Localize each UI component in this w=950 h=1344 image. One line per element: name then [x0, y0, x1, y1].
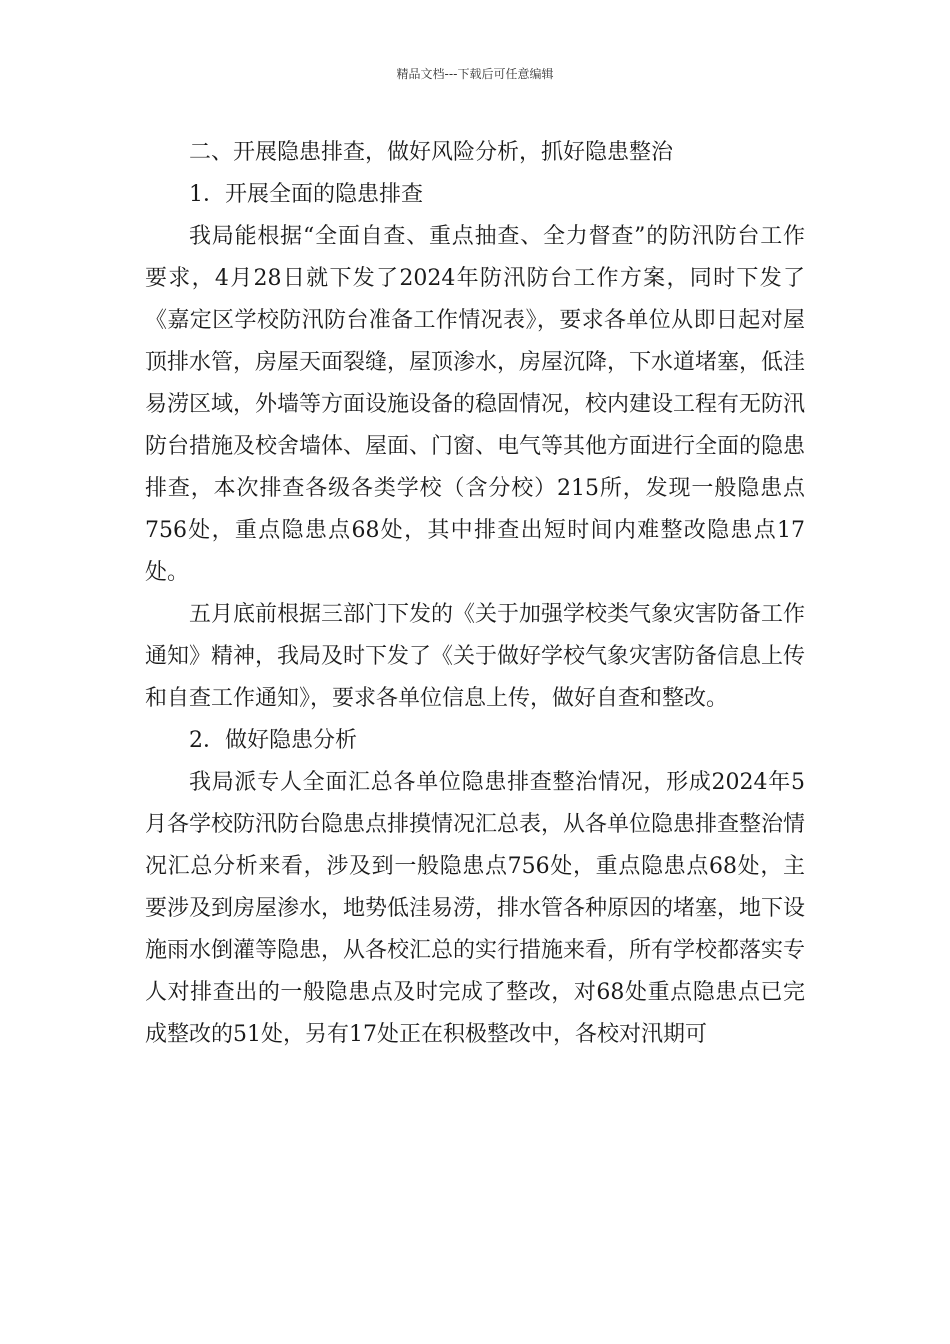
- page-header: 精品文档---下载后可任意编辑: [396, 67, 554, 81]
- document-body: [145, 132, 805, 1056]
- body-paragraph: 我局派专人全面汇总各单位隐患排查整治情况，形成2024年5月各学校防汛防台隐患点排摸情况汇总表，从各单位隐患排查整治情况汇总分析来看，涉及到一般隐患点756处，重点隐患点68处，主要涉及到房屋渗水，地势低洼易涝，排水管各种原因的堵塞，地下设施雨水倒灌等隐患，从各校汇总的实行措施来看，所有学校都落实专人对排查出的一般隐患点及时完成了整改，对68处重点隐患点已完成整改的51处，另有17处正在积极整改中，各校对汛期可: [145, 770, 806, 1047]
- body-paragraph: 我局能根据“全面自查、重点抽查、全力督查”的防汛防台工作要求，4月28日就下发了2024年防汛防台工作方案，同时下发了《嘉定区学校防汛防台准备工作情况表》，要求各单位从即日起对屋顶排水管，房屋天面裂缝，屋顶渗水，房屋沉降，下水道堵塞，低洼易涝区域，外墙等方面设施设备的稳固情况，校内建设工程有无防汛防台措施及校舍墙体、屋面、门窗、电气等其他方面进行全面的隐患排查，本次排查各级各类学校（含分校）215所，发现一般隐患点756处，重点隐患点68处，其中排查出短时间内难整改隐患点17处。: [145, 224, 806, 585]
- section-heading: 二、开展隐患排查，做好风险分析，抓好隐患整治: [189, 140, 674, 165]
- subsection-heading: 1．开展全面的隐患排查: [189, 182, 423, 207]
- body-paragraph: 五月底前根据三部门下发的《关于加强学校类气象灾害防备工作通知》精神，我局及时下发了《关于做好学校气象灾害防备信息上传和自查工作通知》，要求各单位信息上传，做好自查和整改。: [145, 602, 806, 711]
- subsection-heading: 2．做好隐患分析: [189, 728, 357, 753]
